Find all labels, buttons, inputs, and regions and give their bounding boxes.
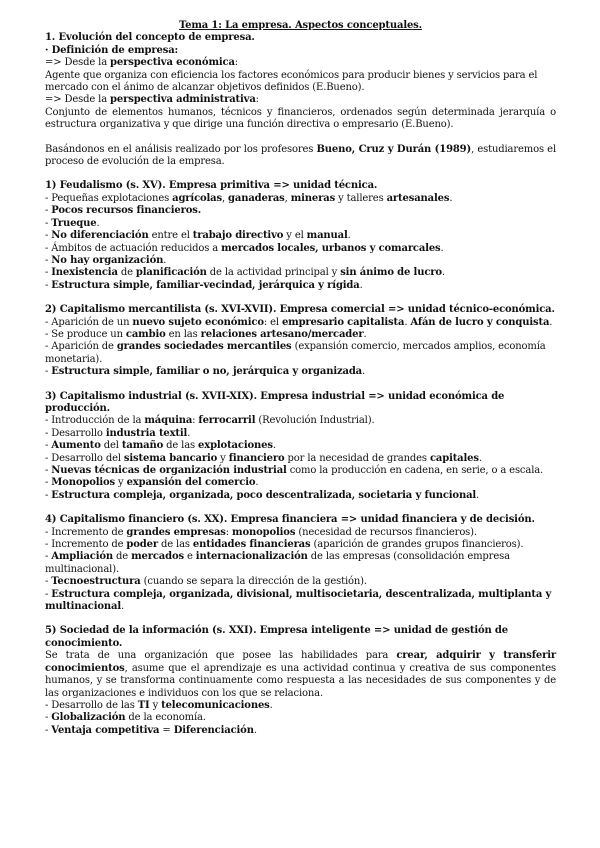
administrative-perspective-line: => Desde la perspectiva administrativa:: [45, 94, 259, 106]
section-3-item-4: - Desarrollo del sistema bancario y financiero por la necesidad de grandes capitales.: [45, 452, 482, 464]
section-1-item-5: - Ámbitos de actuación reducidos a mercados locales, urbanos y comarcales.: [45, 242, 444, 254]
section-heading-evolution: 1. Evolución del concepto de empresa.: [45, 32, 255, 44]
section-3-item-1: - Introducción de la máquina: ferrocarril (Revolución Industrial).: [45, 415, 375, 427]
section-4-item-1: - Incremento de grandes empresas: monopolios (necesidad de recursos financieros).: [45, 526, 477, 538]
section-3-list: [45, 415, 556, 502]
section-5-item-3: - Ventaja competitiva = Diferenciación.: [45, 724, 257, 736]
section-4-item-3: - Ampliación de mercados e internacionalización de las empresas (consolidación empresa multinacional).: [45, 551, 510, 575]
evolution-sections: [45, 168, 556, 613]
section-1-item-8: - Estructura simple, familiar-vecindad, jerárquica y rígida.: [45, 279, 363, 291]
section-heading-5: 5) Sociedad de la información (s. XXI). Empresa inteligente => unidad de gestión de conocimiento.: [45, 625, 508, 649]
section-5-item-1: - Desarrollo de las TI y telecomunicaciones.: [45, 699, 273, 711]
section-5-list: [45, 700, 556, 737]
section-3-item-6: - Monopolios y expansión del comercio.: [45, 477, 259, 489]
section-4-item-5: - Estructura compleja, organizada, divisional, multisocietaria, descentralizada, multiplanta y multinacional.: [45, 588, 552, 613]
section-1-item-6: - No hay organización.: [45, 254, 167, 266]
section-heading-4: 4) Capitalismo financiero (s. XX). Empresa financiera => unidad financiera y de decisión.: [45, 514, 535, 526]
section-4-list: [45, 527, 556, 614]
section-2-item-1: - Aparición de un nuevo sujeto económico: el empresario capitalista. Afán de lucro y conquista.: [45, 316, 553, 328]
section-5-paragraph: Se trata de una organización que posee las habilidades para crear, adquirir y transferir conocimientos, asume que el aprendizaje es una actividad continua y creativa de sus componentes humanos, y se transforma continuamente como respuesta a las necesidades de sus componentes y de las organizaciones e individuos con los que se relaciona.: [45, 650, 557, 699]
section-1-item-2: - Pocos recursos financieros.: [45, 205, 202, 217]
section-1-list: [45, 193, 556, 292]
section-heading-1: 1) Feudalismo (s. XV). Empresa primitiva => unidad técnica.: [45, 180, 378, 192]
section-2-list: [45, 317, 556, 379]
section-heading-3: 3) Capitalismo industrial (s. XVII-XIX). Empresa industrial => unidad económica de producción.: [45, 390, 505, 414]
section-3-item-2: - Desarrollo industria textil.: [45, 427, 191, 439]
section-3-item-7: - Estructura compleja, organizada, poco descentralizada, societaria y funcional.: [45, 489, 480, 501]
section-1-item-7: - Inexistencia de planificación de la actividad principal y sin ánimo de lucro.: [45, 267, 445, 279]
section-3-item-3: - Aumento del tamaño de las explotaciones.: [45, 440, 276, 452]
section-2-item-2: - Se produce un cambio en las relaciones artesano/mercader.: [45, 328, 367, 340]
document-title: Tema 1: La empresa. Aspectos conceptuales.: [178, 20, 422, 31]
definition-heading: · Definición de empresa:: [45, 44, 179, 56]
economic-perspective-line: => Desde la perspectiva económica:: [45, 57, 239, 69]
section-2-item-3: - Aparición de grandes sociedades mercantiles (expansión comercio, mercados amplios, economía monetaria).: [45, 341, 546, 365]
section-heading-2: 2) Capitalismo mercantilista (s. XVI-XVII). Empresa comercial => unidad técnico-económica.: [45, 304, 555, 316]
section-1-item-3: - Trueque.: [45, 217, 100, 229]
section-1-item-4: - No diferenciación entre el trabajo directivo y el manual.: [45, 230, 351, 242]
section-3-item-5: - Nuevas técnicas de organización industrial como la producción en cadena, en serie, o a escala.: [45, 465, 544, 476]
administrative-definition: Conjunto de elementos humanos, técnicos y financieros, ordenados según determinada jerarquía o estructura organizativa y que dirige una función directiva o empresario (E.Bueno).: [45, 106, 556, 131]
intro-paragraph: Basándonos en el análisis realizado por los profesores Bueno, Cruz y Durán (1989), estudiaremos el proceso de evolución de la empresa.: [45, 143, 556, 168]
section-5-item-2: - Globalización de la economía.: [45, 712, 206, 724]
section-2-item-4: - Estructura simple, familiar o no, jerárquica y organizada.: [45, 366, 366, 378]
section-4-item-2: - Incremento de poder de las entidades financieras (aparición de grandes grupos financieros).: [45, 539, 524, 551]
section-4-item-4: - Tecnoestructura (cuando se separa la dirección de la gestión).: [45, 576, 367, 588]
section-1-item-1: - Pequeñas explotaciones agrícolas, ganaderas, mineras y talleres artesanales.: [45, 192, 453, 204]
economic-definition: Agente que organiza con eficiencia los factores económicos para producir bienes y servicios para el mercado con el ánimo de alcanzar objetivos definidos (E.Bueno).: [45, 69, 538, 94]
